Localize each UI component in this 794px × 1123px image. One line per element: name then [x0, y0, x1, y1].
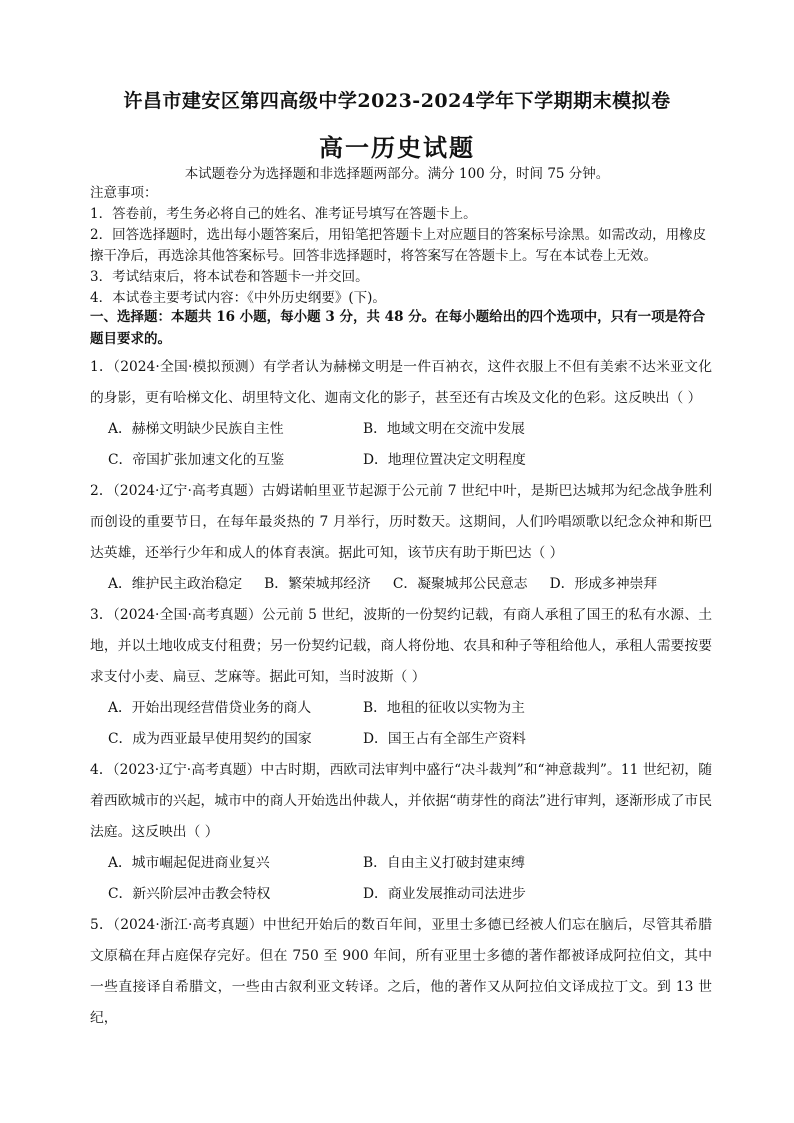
question-list [90, 352, 712, 1034]
option-list [108, 848, 712, 910]
option-d: D．形成多神崇拜 [549, 576, 658, 592]
option-b: B．地域文明在交流中发展 [363, 421, 525, 437]
question-stem: 3．（2024·全国·高考真题）公元前 5 世纪，波斯的一份契约记载，有商人承租了国王的私有水源、土地，并以土地收成支付租费；另一份契约记载，商人将份地、农具和种子等租给他人，承租人需要按要求支付小麦、扁豆、芝麻等。据此可知，当时波斯（ ） [90, 607, 712, 685]
question-5 [90, 910, 712, 1034]
section-heading: 一、选择题：本题共 16 小题，每小题 3 分，共 48 分。在每小题给出的四个选项中，只有一项是符合题目要求的。 [90, 309, 706, 347]
option-c: C．凝聚城邦公民意志 [392, 576, 528, 592]
subject-title: 高一历史试题 [319, 133, 475, 162]
option-list [108, 569, 712, 600]
question-stem: 2．（2024·辽宁·高考真题）古姆诺帕里亚节起源于公元前 7 世纪中叶，是斯巴达城邦为纪念战争胜利而创设的重要节日，在每年最炎热的 7 月举行，历时数天。这期间，人们吟唱颂歌以纪念众神和斯巴达英雄，还举行少年和成人的体育表演。据此可知，该节庆有助于斯巴达（ ） [90, 483, 712, 561]
question-stem: 4．（2023·辽宁·高考真题）中古时期，西欧司法审判中盛行“决斗裁判”和“神意裁判”。11 世纪初，随着西欧城市的兴起，城市中的商人开始选出仲裁人，并依据“萌芽性的商法”进行审判，逐渐形成了市民法庭。这反映出（ ） [90, 762, 712, 840]
option-a: A．开始出现经营借贷业务的商人 [108, 700, 312, 716]
option-b: B．自由主义打破封建束缚 [363, 855, 525, 871]
exam-intro: 本试题卷分为选择题和非选择题两部分。满分 100 分，时间 75 分钟。 [184, 166, 610, 182]
note-item: 2．回答选择题时，选出每小题答案后，用铅笔把答题卡上对应题目的答案标号涂黑。如需改动，用橡皮擦干净后，再选涂其他答案标号。回答非选择题时，将答案写在答题卡上。写在本试卷上无效。 [90, 227, 707, 264]
question-2 [90, 476, 712, 600]
option-list [108, 414, 712, 476]
option-b: B．繁荣城邦经济 [264, 576, 371, 592]
option-c: C．帝国扩张加速文化的互鉴 [108, 452, 285, 468]
option-d: D．地理位置决定文明程度 [363, 452, 526, 468]
option-a: A．城市崛起促进商业复兴 [108, 855, 270, 871]
exam-notes [90, 183, 710, 309]
question-4 [90, 755, 712, 910]
school-exam-title: 许昌市建安区第四高级中学2023-2024学年下学期期末模拟卷 [123, 90, 671, 112]
note-item: 3．考试结束后，将本试卷和答题卡一并交回。 [90, 269, 369, 285]
question-1 [90, 352, 712, 476]
option-d: D．国王占有全部生产资料 [363, 731, 526, 747]
option-a: A．维护民主政治稳定 [108, 576, 243, 592]
question-stem: 1．（2024·全国·模拟预测）有学者认为赫梯文明是一件百衲衣，这件衣服上不但有美索不达米亚文化的身影，更有哈梯文化、胡里特文化、迦南文化的影子，甚至还有古埃及文化的色彩。这反映出（ ） [90, 359, 712, 406]
notes-heading: 注意事项： [90, 185, 158, 201]
option-a: A．赫梯文明缺少民族自主性 [108, 421, 284, 437]
question-stem: 5．（2024·浙江·高考真题）中世纪开始后的数百年间，亚里士多德已经被人们忘在脑后，尽管其希腊文原稿在拜占庭保存完好。但在 750 至 900 年间，所有亚里士多德的著作都被译成阿拉伯文，其中一些直接译自希腊文，一些由古叙利亚文转译。之后，他的著作又从阿拉伯文译成拉丁文。到 13 世纪， [90, 917, 712, 1026]
note-item: 4．本试卷主要考试内容：《中外历史纲要》(下)。 [90, 290, 386, 306]
option-d: D．商业发展推动司法进步 [363, 886, 526, 902]
option-b: B．地租的征收以实物为主 [363, 700, 525, 716]
option-list [108, 693, 712, 755]
option-c: C．新兴阶层冲击教会特权 [108, 886, 271, 902]
option-c: C．成为西亚最早使用契约的国家 [108, 731, 312, 747]
note-item: 1．答卷前，考生务必将自己的姓名、准考证号填写在答题卡上。 [90, 206, 477, 222]
question-3 [90, 600, 712, 755]
